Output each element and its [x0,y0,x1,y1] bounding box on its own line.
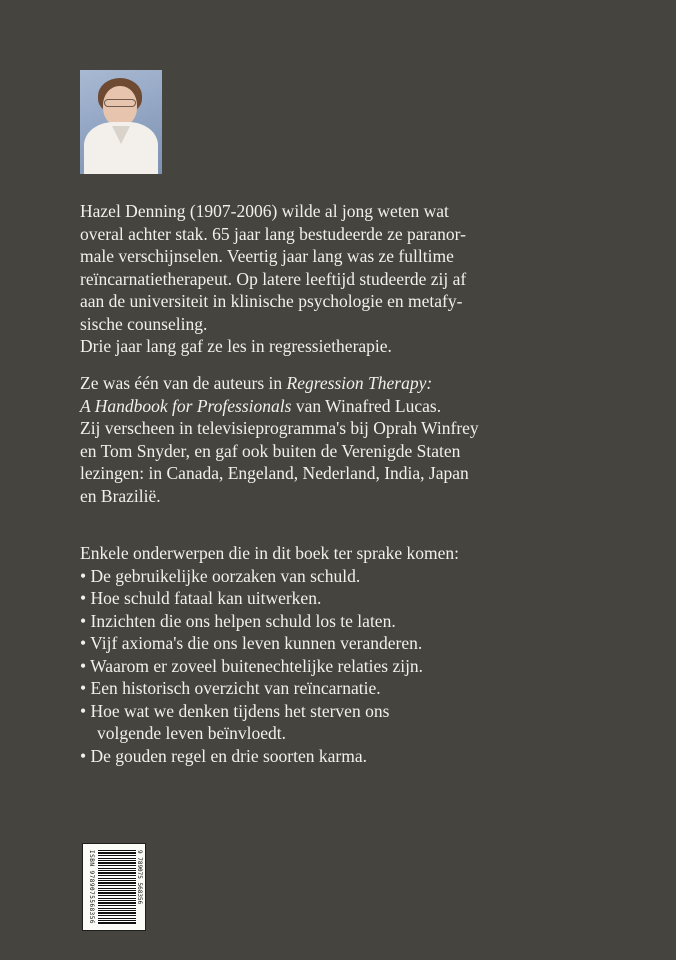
isbn-barcode [82,843,146,931]
topics-section [80,542,600,767]
photo-glasses [104,99,136,107]
barcode-digits: 9 789075 568356 [136,850,143,905]
topic-item: • De gebruikelijke oorzaken van schuld. [80,565,361,586]
career-line: Zij verscheen in televisieprogramma's bij Oprah Winfrey [80,418,479,438]
bio-line: sische counseling. [80,313,208,334]
career-text: van Winafred Lucas. [291,395,442,416]
topic-item: • Hoe schuld fataal kan uitwerken. [80,588,322,608]
topic-item: • Hoe wat we denken tijdens het sterven ons [80,700,390,721]
topics-list [80,565,600,768]
topics-intro: Enkele onderwerpen die in dit boek ter sprake komen: [80,543,460,563]
bio-line: reïncarnatietherapeut. Op latere leeftijd studeerde zij af [80,268,467,289]
topic-item: • De gouden regel en drie soorten karma. [80,745,367,766]
topic-item: • Een historisch overzicht van reïncarnatie. [80,678,381,698]
topic-item: • Vijf axioma's die ons leven kunnen veranderen. [80,633,423,653]
topic-item-continuation: volgende leven beïnvloedt. [97,723,287,743]
career-line [80,395,600,418]
barcode-bars [98,850,136,925]
bio-line: Hazel Denning (1907-2006) wilde al jong weten wat [80,201,449,221]
bio-line: aan de universiteit in klinische psychologie en metafy- [80,291,463,311]
career-line: lezingen: in Canada, Engeland, Nederland, India, Japan [80,463,469,483]
bio-line: male verschijnselen. Veertig jaar lang was ze fulltime [80,246,454,266]
isbn-label: ISBN 9789075568356 [88,850,95,925]
book-title: A Handbook for Professionals [80,395,292,416]
topic-item: • Waarom er zoveel buitenechtelijke relaties zijn. [80,655,424,676]
career-line [80,372,600,395]
topic-item: • Inzichten die ons helpen schuld los te laten. [80,610,396,631]
author-career [80,372,600,507]
bio-line: Drie jaar lang gaf ze les in regressietherapie. [80,336,392,356]
career-text: Ze was één van de auteurs in [80,373,287,393]
book-title: Regression Therapy: [286,373,433,393]
author-photo [80,70,162,174]
bio-line: overal achter stak. 65 jaar lang bestudeerde ze paranor- [80,223,466,244]
career-line: en Brazilië. [80,485,161,506]
author-bio [80,200,600,358]
career-line: en Tom Snyder, en gaf ook buiten de Verenigde Staten [80,440,461,461]
